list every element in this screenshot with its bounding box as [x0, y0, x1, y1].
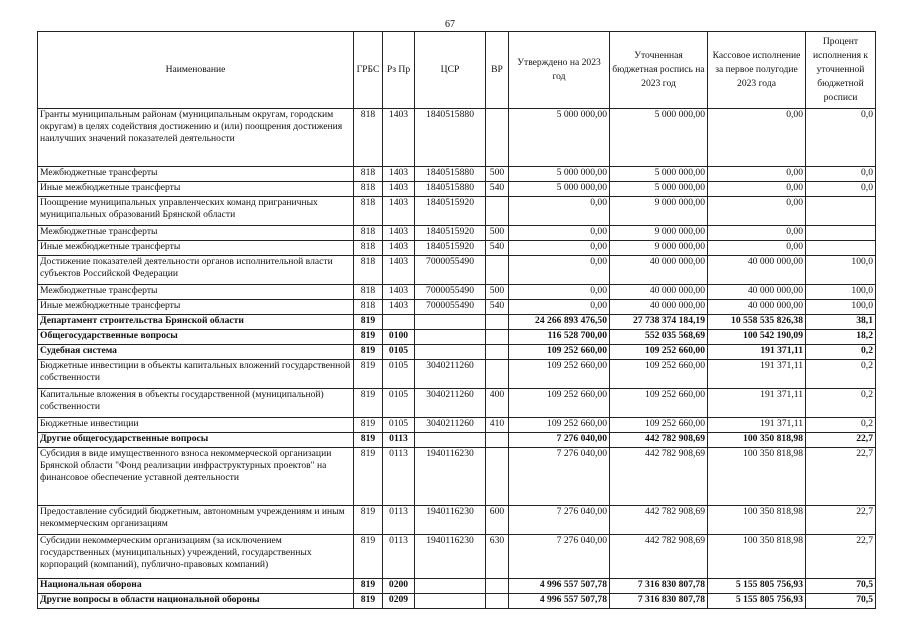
row-cash: 5 155 805 756,93: [708, 594, 806, 609]
table-row: [38, 389, 876, 418]
row-grbs: 818: [354, 300, 383, 315]
row-percent: 0,2: [806, 389, 876, 418]
row-rzpr: 1403: [383, 300, 415, 315]
row-approved: 24 266 893 476,50: [509, 315, 610, 330]
row-rzpr: 0209: [383, 594, 415, 609]
row-approved: 0,00: [509, 226, 610, 241]
row-approved: 0,00: [509, 197, 610, 226]
row-grbs: 819: [354, 345, 383, 360]
row-approved: 4 996 557 507,78: [509, 594, 610, 609]
row-refined: 552 035 568,69: [610, 330, 708, 345]
row-percent: 0,0: [806, 182, 876, 197]
header-approved: Утверждено на 2023 год: [509, 32, 610, 109]
row-vr: [486, 345, 509, 360]
table-row: [38, 197, 876, 226]
page-number: 67: [445, 19, 455, 30]
row-grbs: 819: [354, 418, 383, 433]
row-refined: 109 252 660,00: [610, 360, 708, 389]
row-approved: 109 252 660,00: [509, 418, 610, 433]
row-refined: 9 000 000,00: [610, 226, 708, 241]
row-csr: 1840515920: [415, 241, 486, 256]
row-approved: 7 276 040,00: [509, 535, 610, 579]
header-refined: Уточненная бюджетная роспись на 2023 год: [610, 32, 708, 109]
row-vr: 500: [486, 167, 509, 182]
row-approved: 0,00: [509, 241, 610, 256]
row-grbs: 819: [354, 579, 383, 594]
row-approved: 0,00: [509, 285, 610, 300]
row-cash: 5 155 805 756,93: [708, 579, 806, 594]
row-csr: [415, 345, 486, 360]
table-row: [38, 256, 876, 285]
table-row: [38, 226, 876, 241]
row-vr: 630: [486, 535, 509, 579]
row-percent: 100,0: [806, 285, 876, 300]
row-grbs: 818: [354, 182, 383, 197]
row-rzpr: [383, 315, 415, 330]
table-row: [38, 315, 876, 330]
row-vr: 500: [486, 226, 509, 241]
row-rzpr: 1403: [383, 197, 415, 226]
row-grbs: 818: [354, 197, 383, 226]
row-refined: 442 782 908,69: [610, 535, 708, 579]
table-row: [38, 241, 876, 256]
row-csr: [415, 579, 486, 594]
row-vr: [486, 330, 509, 345]
row-name: Межбюджетные трансферты: [38, 167, 354, 182]
row-approved: 4 996 557 507,78: [509, 579, 610, 594]
row-name: Межбюджетные трансферты: [38, 226, 354, 241]
row-grbs: 819: [354, 330, 383, 345]
row-csr: 1840515920: [415, 197, 486, 226]
row-cash: 0,00: [708, 182, 806, 197]
row-refined: 5 000 000,00: [610, 182, 708, 197]
row-vr: 410: [486, 418, 509, 433]
row-percent: 0,2: [806, 345, 876, 360]
row-vr: [486, 109, 509, 167]
row-name: Межбюджетные трансферты: [38, 285, 354, 300]
row-approved: 5 000 000,00: [509, 182, 610, 197]
row-refined: 442 782 908,69: [610, 506, 708, 535]
row-cash: 191 371,11: [708, 389, 806, 418]
table-row: [38, 579, 876, 594]
row-csr: 1940116230: [415, 448, 486, 506]
row-percent: 100,0: [806, 300, 876, 315]
row-csr: 3040211260: [415, 418, 486, 433]
row-cash: 100 350 818,98: [708, 506, 806, 535]
row-grbs: 819: [354, 594, 383, 609]
row-vr: [486, 594, 509, 609]
row-rzpr: 0113: [383, 448, 415, 506]
row-csr: 7000055490: [415, 300, 486, 315]
row-refined: 442 782 908,69: [610, 448, 708, 506]
budget-execution-table: [37, 31, 876, 609]
row-vr: [486, 448, 509, 506]
row-cash: 40 000 000,00: [708, 256, 806, 285]
row-refined: 442 782 908,69: [610, 433, 708, 448]
row-name: Субсидии некоммерческим организациям (за исключением государственных (муниципальных) учреждений, государственных корпораций (компаний), публично-правовых компаний): [38, 535, 354, 579]
row-grbs: 818: [354, 109, 383, 167]
header-cash: Кассовое исполнение за первое полугодие 2023 года: [708, 32, 806, 109]
row-name: Достижение показателей деятельности органов исполнительной власти субъектов Российской Федерации: [38, 256, 354, 285]
row-rzpr: 1403: [383, 256, 415, 285]
row-approved: 7 276 040,00: [509, 506, 610, 535]
row-percent: 22,7: [806, 433, 876, 448]
row-csr: 7000055490: [415, 285, 486, 300]
row-percent: 70,5: [806, 579, 876, 594]
row-refined: 109 252 660,00: [610, 418, 708, 433]
row-grbs: 818: [354, 226, 383, 241]
row-cash: 100 350 818,98: [708, 448, 806, 506]
row-rzpr: 1403: [383, 241, 415, 256]
row-name: Иные межбюджетные трансферты: [38, 241, 354, 256]
row-grbs: 818: [354, 167, 383, 182]
table-row: [38, 285, 876, 300]
row-vr: 540: [486, 300, 509, 315]
table-row: [38, 330, 876, 345]
row-refined: 9 000 000,00: [610, 197, 708, 226]
row-approved: 7 276 040,00: [509, 448, 610, 506]
table-row: [38, 360, 876, 389]
row-vr: 500: [486, 285, 509, 300]
row-refined: 7 316 830 807,78: [610, 594, 708, 609]
row-cash: 191 371,11: [708, 360, 806, 389]
table-row: [38, 448, 876, 506]
row-csr: [415, 330, 486, 345]
row-grbs: 819: [354, 448, 383, 506]
row-cash: 10 558 535 826,38: [708, 315, 806, 330]
row-vr: 400: [486, 389, 509, 418]
table-row: [38, 345, 876, 360]
row-percent: 0,0: [806, 109, 876, 167]
row-name: Национальная оборона: [38, 579, 354, 594]
row-rzpr: 0105: [383, 360, 415, 389]
row-approved: 0,00: [509, 256, 610, 285]
row-csr: 1840515920: [415, 226, 486, 241]
header-name: Наименование: [38, 32, 354, 109]
row-name: Бюджетные инвестиции: [38, 418, 354, 433]
row-approved: 5 000 000,00: [509, 109, 610, 167]
row-refined: 27 738 374 184,19: [610, 315, 708, 330]
row-name: Иные межбюджетные трансферты: [38, 182, 354, 197]
row-refined: 40 000 000,00: [610, 256, 708, 285]
row-rzpr: 0105: [383, 345, 415, 360]
table-row: [38, 418, 876, 433]
table-row: [38, 182, 876, 197]
table-row: [38, 535, 876, 579]
row-refined: 109 252 660,00: [610, 389, 708, 418]
row-name: Бюджетные инвестиции в объекты капитальных вложений государственной собственности: [38, 360, 354, 389]
row-cash: 191 371,11: [708, 418, 806, 433]
table-row: [38, 594, 876, 609]
row-percent: 18,2: [806, 330, 876, 345]
row-grbs: 818: [354, 256, 383, 285]
table-row: [38, 506, 876, 535]
row-csr: 3040211260: [415, 389, 486, 418]
row-csr: 1840515880: [415, 182, 486, 197]
row-refined: 40 000 000,00: [610, 300, 708, 315]
row-cash: 100 350 818,98: [708, 535, 806, 579]
row-rzpr: 0100: [383, 330, 415, 345]
row-rzpr: 1403: [383, 167, 415, 182]
row-percent: [806, 226, 876, 241]
row-refined: 9 000 000,00: [610, 241, 708, 256]
row-name: Субсидия в виде имущественного взноса некоммерческой организации Брянской области "Фонд реализации инфраструктурных проектов" на финансовое обеспечение уставной деятельности: [38, 448, 354, 506]
row-csr: 7000055490: [415, 256, 486, 285]
row-name: Другие общегосударственные вопросы: [38, 433, 354, 448]
row-cash: 0,00: [708, 167, 806, 182]
row-rzpr: 1403: [383, 285, 415, 300]
row-rzpr: 0113: [383, 535, 415, 579]
row-rzpr: 0113: [383, 433, 415, 448]
row-rzpr: 0105: [383, 389, 415, 418]
row-name: Предоставление субсидий бюджетным, автономным учреждениям и иным некоммерческим организациям: [38, 506, 354, 535]
row-grbs: 818: [354, 241, 383, 256]
row-name: Судебная система: [38, 345, 354, 360]
row-percent: 38,1: [806, 315, 876, 330]
row-percent: 70,5: [806, 594, 876, 609]
row-vr: [486, 433, 509, 448]
row-name: Капитальные вложения в объекты государственной (муниципальной) собственности: [38, 389, 354, 418]
row-rzpr: 1403: [383, 109, 415, 167]
row-percent: 22,7: [806, 535, 876, 579]
row-approved: 7 276 040,00: [509, 433, 610, 448]
row-vr: [486, 315, 509, 330]
row-cash: 0,00: [708, 226, 806, 241]
row-vr: [486, 256, 509, 285]
header-csr: ЦСР: [415, 32, 486, 109]
row-cash: 40 000 000,00: [708, 300, 806, 315]
row-refined: 7 316 830 807,78: [610, 579, 708, 594]
row-cash: 0,00: [708, 241, 806, 256]
row-csr: 1940116230: [415, 506, 486, 535]
row-approved: 0,00: [509, 300, 610, 315]
table-row: [38, 433, 876, 448]
row-name: Департамент строительства Брянской области: [38, 315, 354, 330]
row-cash: 100 542 190,09: [708, 330, 806, 345]
row-vr: 540: [486, 241, 509, 256]
row-vr: [486, 197, 509, 226]
row-name: Поощрение муниципальных управленческих команд приграничных муниципальных образований Брянской области: [38, 197, 354, 226]
row-rzpr: 0113: [383, 506, 415, 535]
row-csr: [415, 315, 486, 330]
header-grbs: ГРБС: [354, 32, 383, 109]
row-vr: [486, 579, 509, 594]
row-approved: 116 528 700,00: [509, 330, 610, 345]
row-grbs: 819: [354, 360, 383, 389]
row-rzpr: 0105: [383, 418, 415, 433]
row-csr: [415, 433, 486, 448]
row-name: Общегосударственные вопросы: [38, 330, 354, 345]
table-row: [38, 109, 876, 167]
row-cash: 40 000 000,00: [708, 285, 806, 300]
row-percent: 0,2: [806, 360, 876, 389]
row-cash: 0,00: [708, 109, 806, 167]
row-grbs: 819: [354, 389, 383, 418]
row-grbs: 819: [354, 506, 383, 535]
header-vr: ВР: [486, 32, 509, 109]
row-rzpr: 0200: [383, 579, 415, 594]
row-rzpr: 1403: [383, 226, 415, 241]
row-name: Иные межбюджетные трансферты: [38, 300, 354, 315]
row-refined: 5 000 000,00: [610, 167, 708, 182]
row-approved: 109 252 660,00: [509, 360, 610, 389]
table-row: [38, 300, 876, 315]
row-percent: [806, 197, 876, 226]
row-name: Другие вопросы в области национальной обороны: [38, 594, 354, 609]
header-percent: Процент исполнения к уточненной бюджетной росписи: [806, 32, 876, 109]
row-name: Гранты муниципальным районам (муниципальным округам, городским округам) в целях содействия достижению и (или) поощрения достижения наилучших значений показателей деятельности: [38, 109, 354, 167]
row-grbs: 818: [354, 285, 383, 300]
row-grbs: 819: [354, 315, 383, 330]
row-csr: 3040211260: [415, 360, 486, 389]
header-rzpr: Рз Пр: [383, 32, 415, 109]
row-refined: 5 000 000,00: [610, 109, 708, 167]
row-csr: [415, 594, 486, 609]
row-csr: 1840515880: [415, 167, 486, 182]
row-grbs: 819: [354, 433, 383, 448]
table-header-row: [38, 32, 876, 109]
row-vr: 540: [486, 182, 509, 197]
row-cash: 191 371,11: [708, 345, 806, 360]
row-approved: 5 000 000,00: [509, 167, 610, 182]
row-csr: 1840515880: [415, 109, 486, 167]
row-refined: 40 000 000,00: [610, 285, 708, 300]
row-vr: 600: [486, 506, 509, 535]
row-percent: 0,0: [806, 167, 876, 182]
table-row: [38, 167, 876, 182]
row-vr: [486, 360, 509, 389]
row-approved: 109 252 660,00: [509, 345, 610, 360]
row-percent: [806, 241, 876, 256]
row-percent: 22,7: [806, 506, 876, 535]
row-csr: 1940116230: [415, 535, 486, 579]
row-grbs: 819: [354, 535, 383, 579]
row-cash: 0,00: [708, 197, 806, 226]
row-cash: 100 350 818,98: [708, 433, 806, 448]
row-refined: 109 252 660,00: [610, 345, 708, 360]
row-rzpr: 1403: [383, 182, 415, 197]
row-percent: 0,2: [806, 418, 876, 433]
row-percent: 22,7: [806, 448, 876, 506]
row-percent: 100,0: [806, 256, 876, 285]
row-approved: 109 252 660,00: [509, 389, 610, 418]
